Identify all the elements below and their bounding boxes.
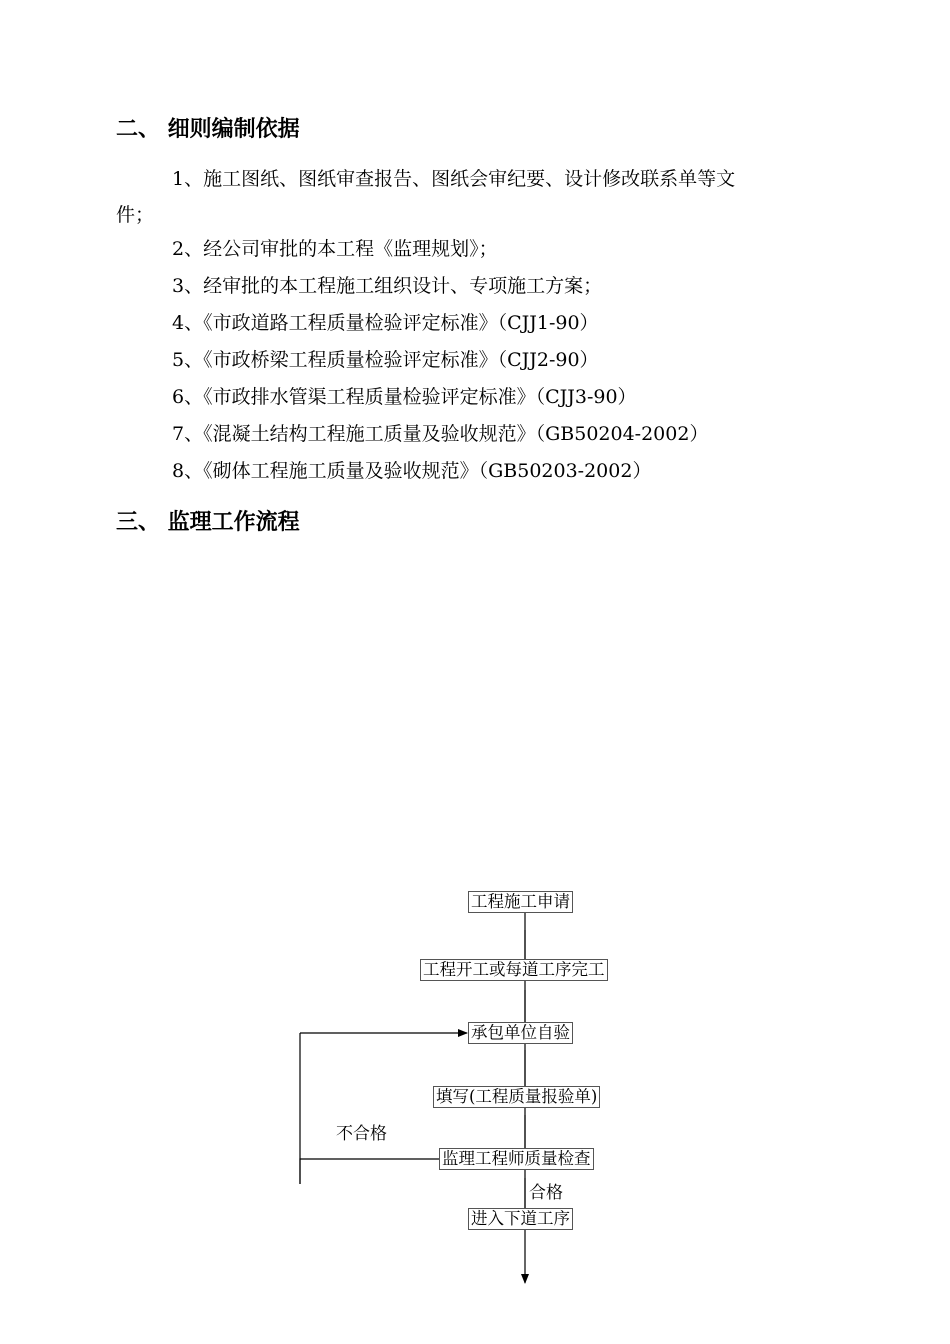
basis-item-3: 3、经审批的本工程施工组织设计、专项施工方案； bbox=[172, 275, 603, 297]
basis-item-4: 4、《市政道路工程质量检验评定标准》（CJJ1-90） bbox=[172, 312, 599, 334]
flow-fail-label: 不合格 bbox=[336, 1124, 387, 1144]
section-2-title: 二、 细则编制依据 bbox=[116, 117, 300, 142]
flow-step-supervisor-inspection: 监理工程师质量检查 bbox=[439, 1148, 594, 1170]
flow-fail-loop bbox=[300, 1159, 440, 1184]
flow-step-fill-report: 填写(工程质量报验单) bbox=[433, 1086, 600, 1108]
basis-item-8: 8、《砌体工程施工质量及验收规范》（GB50203-2002） bbox=[172, 460, 652, 482]
flow-pass-label: 合格 bbox=[529, 1183, 563, 1203]
section-3-title: 三、 监理工作流程 bbox=[116, 510, 300, 535]
basis-item-6: 6、《市政排水管渠工程质量检验评定标准》（CJJ3-90） bbox=[172, 386, 637, 408]
flow-step-self-check: 承包单位自验 bbox=[468, 1022, 573, 1044]
flow-step-application: 工程施工申请 bbox=[468, 891, 573, 913]
basis-item-1: 1、施工图纸、图纸审查报告、图纸会审纪要、设计修改联系单等文 bbox=[172, 168, 736, 190]
basis-item-1-cont: 件； bbox=[116, 204, 155, 226]
flow-step-start-or-complete: 工程开工或每道工序完工 bbox=[420, 959, 608, 981]
basis-item-5: 5、《市政桥梁工程质量检验评定标准》（CJJ2-90） bbox=[172, 349, 599, 371]
flow-step-next-process: 进入下道工序 bbox=[468, 1208, 573, 1230]
basis-item-7: 7、《混凝土结构工程施工质量及验收规范》（GB50204-2002） bbox=[172, 423, 709, 445]
basis-item-2: 2、经公司审批的本工程《监理规划》； bbox=[172, 238, 498, 260]
